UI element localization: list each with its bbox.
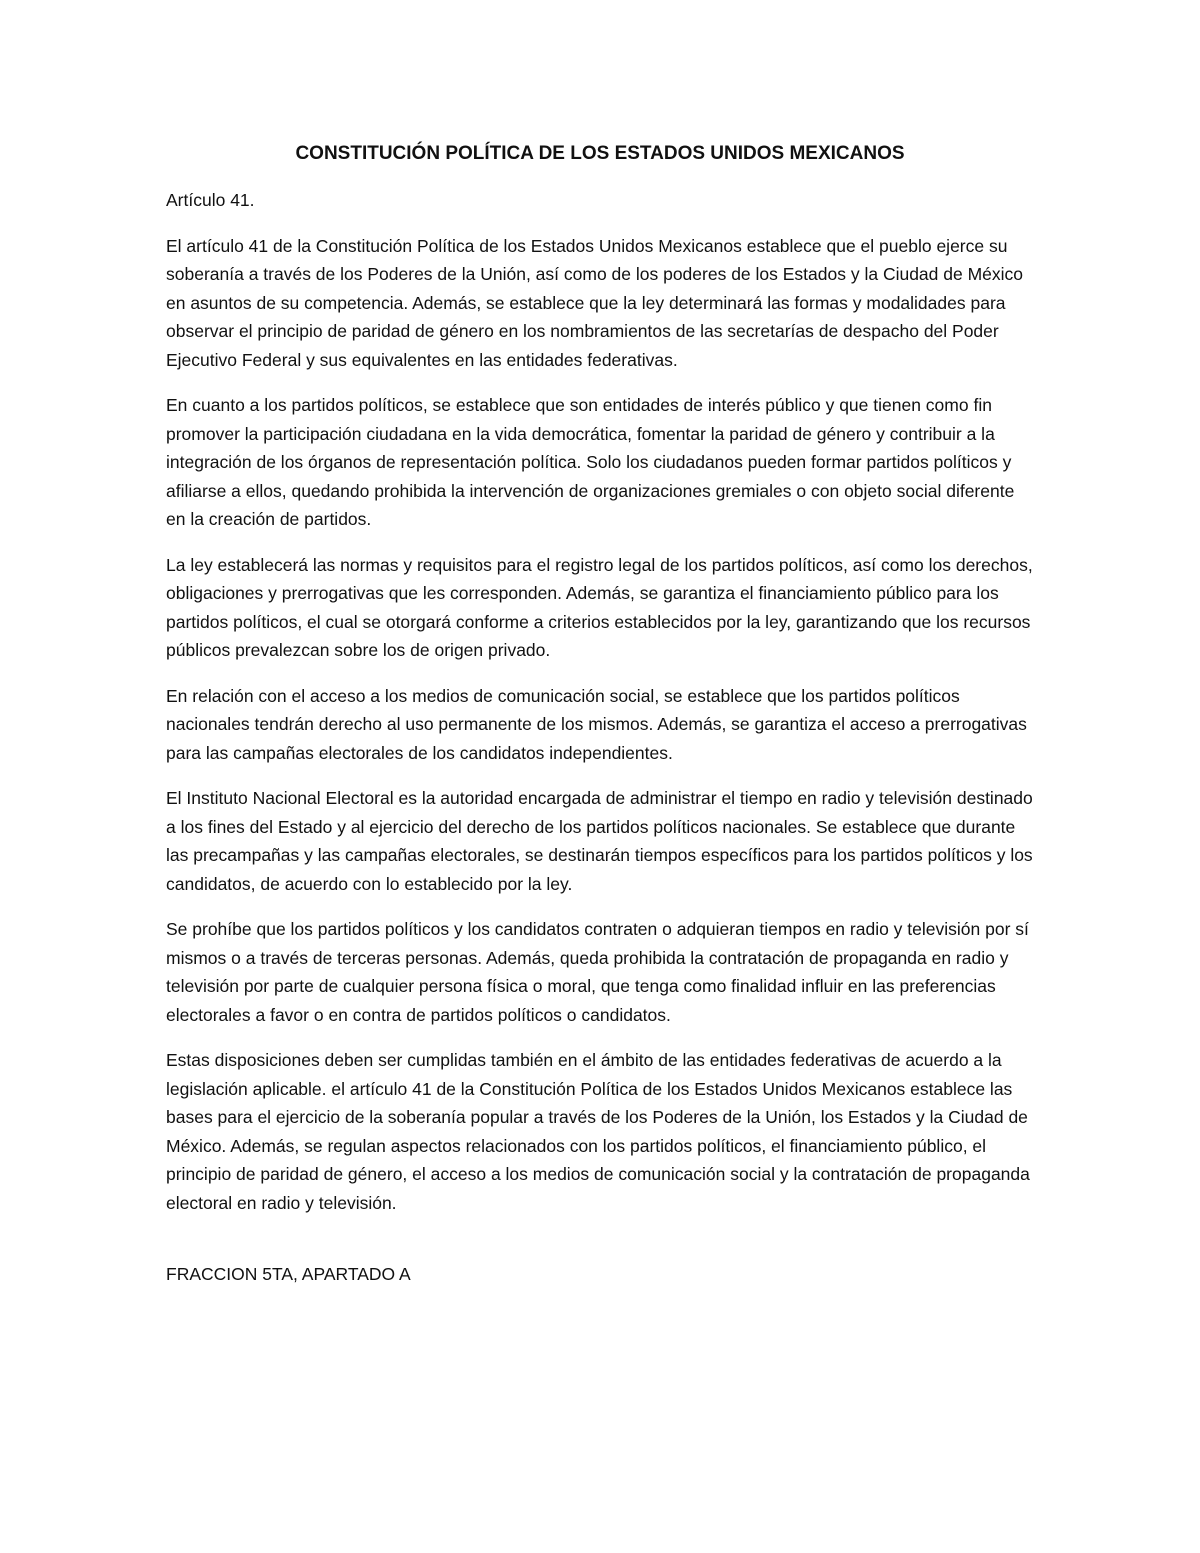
document-body bbox=[166, 140, 1034, 1289]
paragraph-5: El Instituto Nacional Electoral es la autoridad encargada de administrar el tiempo en radio y televisión destinado a los fines del Estado y al ejercicio del derecho de los partidos políticos nacionales. Se establece que durante las precampañas y las campañas electorales, se destinarán tiempos específicos para los partidos políticos y los candidatos, de acuerdo con lo establecido por la ley. bbox=[166, 788, 1033, 894]
paragraph-4: En relación con el acceso a los medios de comunicación social, se establece que los partidos políticos nacionales tendrán derecho al uso permanente de los mismos. Además, se garantiza el acceso a prerrogativas para las campañas electorales de los candidatos independientes. bbox=[166, 685, 1027, 763]
section-label: FRACCION 5TA, APARTADO A bbox=[166, 1264, 411, 1284]
paragraph-1: El artículo 41 de la Constitución Política de los Estados Unidos Mexicanos establece que el pueblo ejerce su soberanía a través de los Poderes de la Unión, así como de los poderes de los Estados y la Ciudad de México en asuntos de su competencia. Además, se establece que la ley determinará las formas y modalidades para observar el principio de paridad de género en los nombramientos de las secretarías de despacho del Poder Ejecutivo Federal y sus equivalentes en las entidades federativas. bbox=[166, 235, 1024, 370]
paragraph-2: En cuanto a los partidos políticos, se establece que son entidades de interés público y que tienen como fin promover la participación ciudadana en la vida democrática, fomentar la paridad de género y contribuir a la integración de los órganos de representación política. Solo los ciudadanos pueden formar partidos políticos y afiliarse a ellos, quedando prohibida la intervención de organizaciones gremiales o con objeto social diferente en la creación de partidos. bbox=[166, 395, 1015, 529]
paragraph-6: Se prohíbe que los partidos políticos y los candidatos contraten o adquieran tiempos en radio y televisión por sí mismos o a través de terceras personas. Además, queda prohibida la contratación de propaganda en radio y televisión por parte de cualquier persona física o moral, que tenga como finalidad influir en las preferencias electorales a favor o en contra de partidos políticos o candidatos. bbox=[166, 919, 1029, 1025]
document-title: CONSTITUCIÓN POLÍTICA DE LOS ESTADOS UNIDOS MEXICANOS bbox=[295, 143, 905, 164]
article-label: Artículo 41. bbox=[166, 190, 255, 210]
paragraph-7: Estas disposiciones deben ser cumplidas también en el ámbito de las entidades federativas de acuerdo a la legislación aplicable. el artículo 41 de la Constitución Política de los Estados Unidos Mexicanos establece las bases para el ejercicio de la soberanía popular a través de los Poderes de la Unión, los Estados y la Ciudad de México. Además, se regulan aspectos relacionados con los partidos políticos, el financiamiento público, el principio de paridad de género, el acceso a los medios de comunicación social y la contratación de propaganda electoral en radio y televisión. bbox=[166, 1050, 1030, 1213]
paragraph-3: La ley establecerá las normas y requisitos para el registro legal de los partidos políticos, así como los derechos, obligaciones y prerrogativas que les corresponden. Además, se garantiza el financiamiento público para los partidos políticos, el cual se otorgará conforme a criterios establecidos por la ley, garantizando que los recursos públicos prevalezcan sobre los de origen privado. bbox=[166, 554, 1033, 660]
